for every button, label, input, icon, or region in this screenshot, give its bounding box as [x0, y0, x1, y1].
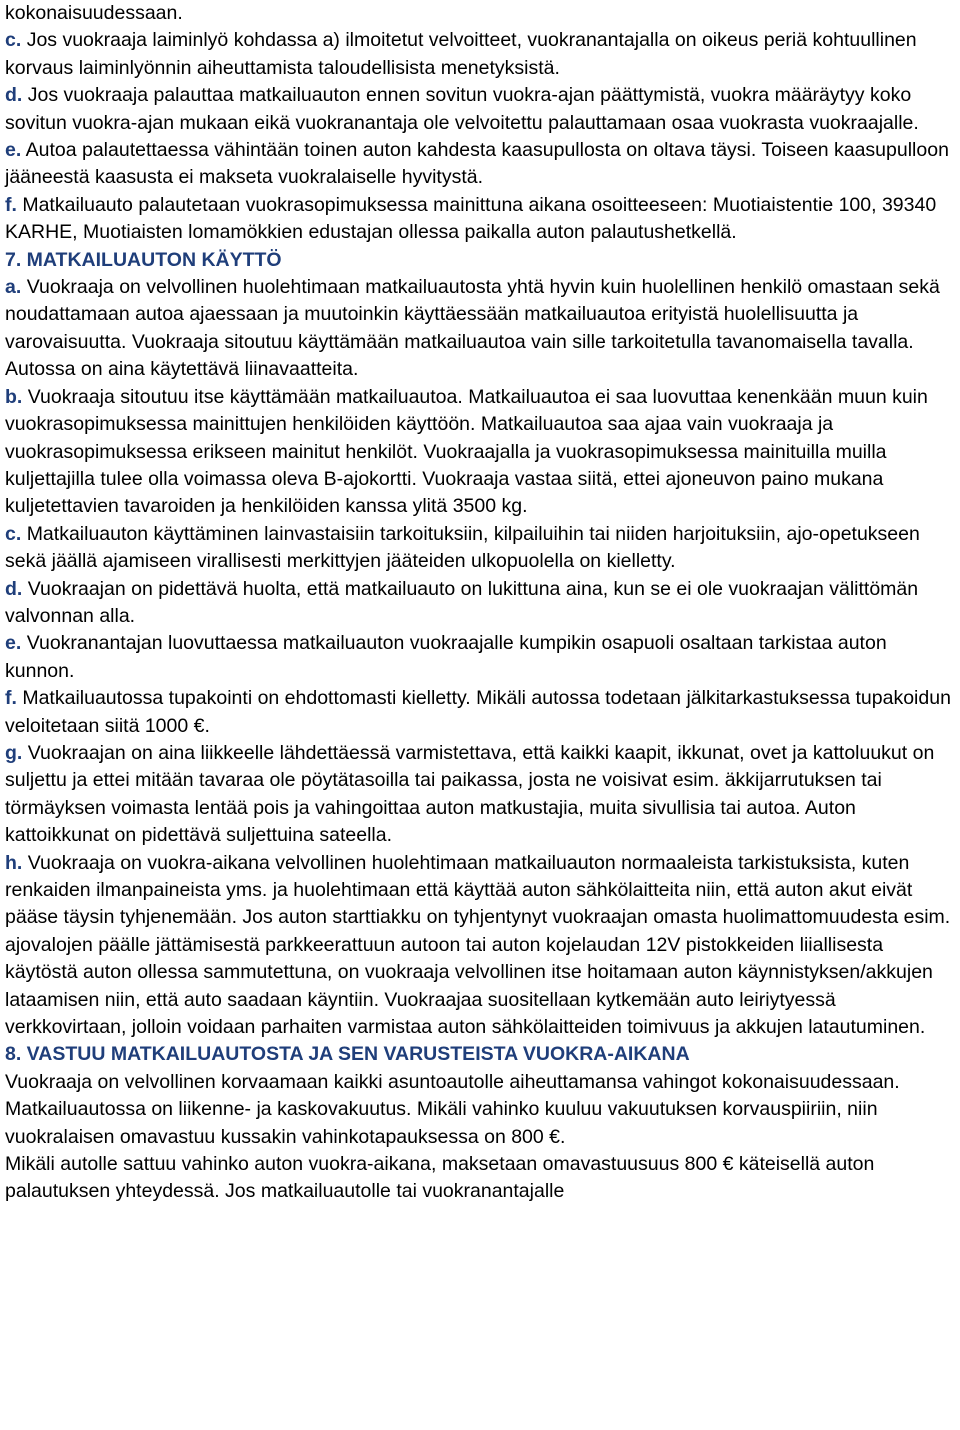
clause-text: Matkailuauton käyttäminen lainvastaisiin tarkoituksiin, kilpailuihin tai niiden harjoituksiin, ajo-opetukseen sekä jäällä ajamiseen virallisesti merkittyjen jääteiden ulkopuolella on kielletty.: [5, 522, 920, 573]
clause-text: Matkailuauto palautetaan vuokrasopimuksessa mainittuna aikana osoitteeseen: Muotiaistentie 100, 39340 KARHE, Muotiaisten lomamökkien edustajan ollessa paikalla auton palautushetkellä.: [5, 193, 937, 244]
document-page: [5, 0, 955, 1206]
clause-7c: [5, 521, 955, 576]
clause-7a: [5, 274, 955, 384]
clause-text: Vuokraajan on pidettävä huolta, että matkailuauto on lukittuna aina, kun se ei ole vuokraajan välittömän valvonnan alla.: [5, 577, 919, 627]
clause-6c: [5, 27, 955, 82]
clause-text: Vuokranantajan luovuttaessa matkailuauton vuokraajalle kumpikin osapuoli osaltaan tarkistaa auton kunnon.: [5, 632, 887, 682]
clause-7e: [5, 630, 955, 685]
clause-text: Vuokraaja on vuokra-aikana velvollinen huolehtimaan matkailuauton normaaleista tarkistuksista, kuten renkaiden ilmanpaineista yms. ja huolehtimaan että käyttää auton sähkölaitteita niin, että auton akut eivät pääse täysin tyhjenemään. Jos auton starttiakku on tyhjentynyt vuokraajan omasta huolimattomuudesta esim. ajovalojen päälle jättämisestä parkkeerattuun autoon tai auton kojelaudan 12V pistokkeiden liiallisesta käytöstä auton ollessa sammutettuna, on vuokraaja velvollinen itse hoitamaan auton käynnistyksen/akkujen lataamisen niin, että auto saadaan käyntiin. Vuokraajaa suositellaan kytkemään auto leiriytyessä verkkovirtaan, jolloin voidaan parhaiten varmistaa auton sähkölaitteiden toimivuus ja akkujen latautuminen.: [5, 851, 951, 1039]
clause-text: Vuokraaja on velvollinen huolehtimaan matkailuautosta yhtä hyvin kuin huolellinen henkilö omastaan sekä noudattamaan autoa ajaessaan ja muutoinkin käyttäessään matkailuautoa erityistä huolellisuutta ja varovaisuutta. Vuokraaja sitoutuu käyttämään matkailuautoa vain sille tarkoitetulla tavanomaisella tavalla. Autossa on aina käytettävä liinavaatteita.: [5, 276, 940, 381]
clause-marker: g.: [5, 741, 23, 764]
section-7-heading: 7. MATKAILUAUTON KÄYTTÖ: [5, 248, 282, 271]
clause-7b: [5, 384, 955, 521]
top-continuation: kokonaisuudessaan.: [5, 2, 183, 24]
clause-marker: e.: [5, 632, 22, 655]
clause-marker: f.: [5, 193, 17, 216]
clause-marker: a.: [5, 276, 22, 299]
clause-marker: e.: [5, 139, 22, 162]
clause-text: Autoa palautettaessa vähintään toinen auton kahdesta kaasupullosta on oltava täysi. Toiseen kaasupulloon jääneestä kaasusta ei makseta vuokralaiselle hyvitystä.: [5, 139, 949, 189]
clause-marker: b.: [5, 385, 23, 408]
clause-text: Jos vuokraaja laiminlyö kohdassa a) ilmoitetut velvoitteet, vuokranantajalla on oikeus periä kohtuullinen korvaus laiminlyönnin aiheuttamista taloudellisista menetyksistä.: [5, 29, 917, 79]
clause-text: Jos vuokraaja palauttaa matkailuauton ennen sovitun vuokra-ajan päättymistä, vuokra määräytyy koko sovitun vuokra-ajan mukaan eikä vuokranantaja ole velvoitettu palauttamaan osaa vuokrasta vuokraajalle.: [5, 84, 919, 134]
clause-marker: f.: [5, 687, 17, 710]
clause-text: Matkailuautossa tupakointi on ehdottomasti kielletty. Mikäli autossa todetaan jälkitarkastuksessa tupakoidun veloitetaan siitä 1000 €.: [5, 687, 951, 737]
section-8-heading: 8. VASTUU MATKAILUAUTOSTA JA SEN VARUSTEISTA VUOKRA-AIKANA: [5, 1043, 690, 1066]
section-8-paragraph-1: Vuokraaja on velvollinen korvaamaan kaikki asuntoautolle aiheuttamansa vahingot kokonaisuudessaan.: [5, 1070, 900, 1093]
clause-text: Vuokraajan on aina liikkeelle lähdettäessä varmistettava, että kaikki kaapit, ikkunat, ovet ja kattoluukut on suljettu ja ettei mitään tavaraa ole pöytätasoilla tai paikassa, josta ne voisivat esim. äkkijarrutuksen tai törmäyksen voimasta lentää pois ja vahingoittaa auton matkustajia, muita sivullisia tai autoa. Auton kattoikkunat on pidettävä suljettuina sateella.: [5, 741, 935, 847]
clause-marker: c.: [5, 29, 22, 52]
clause-6f: [5, 192, 955, 247]
clause-7h: [5, 850, 955, 1042]
clause-7f: [5, 685, 955, 740]
section-8-paragraph-3: Mikäli autolle sattuu vahinko auton vuokra-aikana, maksetaan omavastuusuus 800 € käteisellä auton palautuksen yhteydessä. Jos matkailuautolle tai vuokranantajalle: [5, 1153, 875, 1203]
clause-6d: [5, 82, 955, 137]
clause-text: Vuokraaja sitoutuu itse käyttämään matkailuautoa. Matkailuautoa ei saa luovuttaa kenenkään muun kuin vuokrasopimuksessa mainittujen henkilöiden käyttöön. Matkailuautoa saa ajaa vain vuokraaja ja vuokrasopimuksessa erikseen mainitut henkilöt. Vuokraajalla ja vuokrasopimuksessa mainituilla muilla kuljettajilla tulee olla voimassa oleva B-ajokortti. Vuokraaja vastaa siitä, ettei ajoneuvon paino mukana kuljetettavien tavaroiden ja henkilöiden kanssa ylitä 3500 kg.: [5, 385, 928, 518]
clause-7d: [5, 576, 955, 631]
clause-7g: [5, 740, 955, 850]
clause-marker: d.: [5, 84, 23, 107]
clause-marker: c.: [5, 522, 22, 545]
clause-marker: h.: [5, 851, 23, 874]
clause-6e: [5, 137, 955, 192]
clause-marker: d.: [5, 577, 23, 600]
section-8-paragraph-2: Matkailuautossa on liikenne- ja kaskovakuutus. Mikäli vahinko kuuluu vakuutuksen korvauspiiriin, niin vuokralaisen omavastuu kussakin vahinkotapauksessa on 800 €.: [5, 1098, 878, 1148]
